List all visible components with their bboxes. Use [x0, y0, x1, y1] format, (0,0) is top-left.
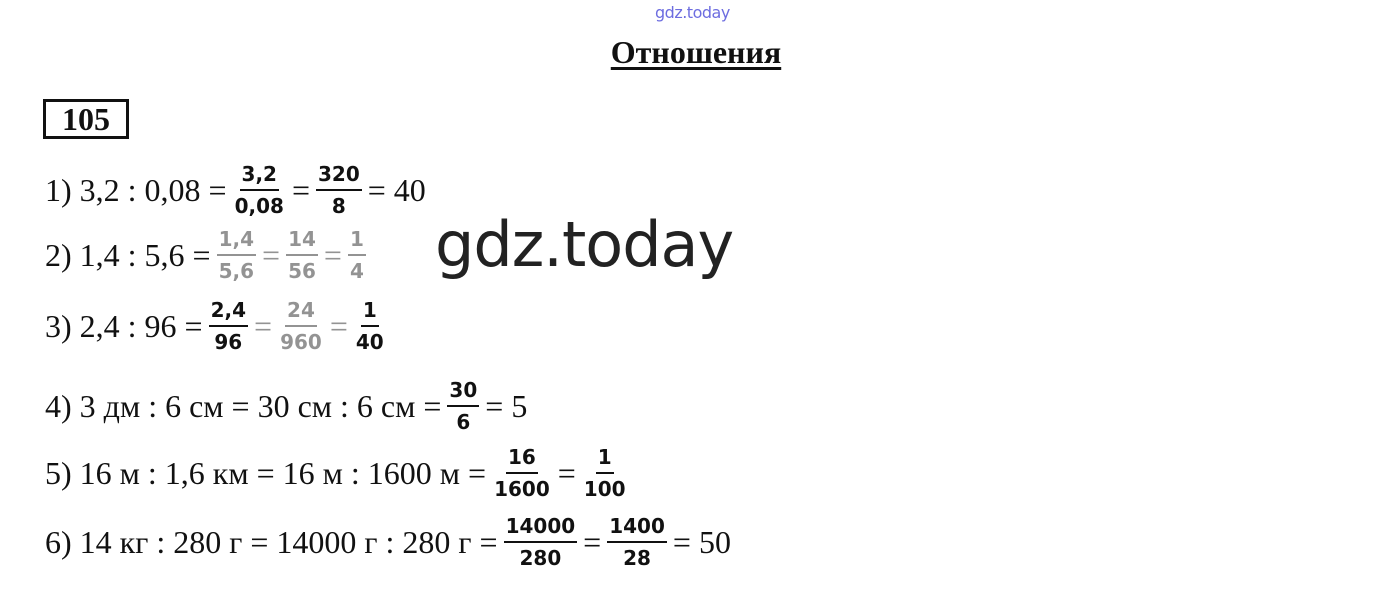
fraction-numerator: 320 — [316, 161, 362, 191]
expression-text: 2) 1,4 : 5,6 = — [45, 236, 211, 273]
fraction-denominator: 280 — [519, 546, 562, 570]
fraction-denominator: 960 — [280, 330, 322, 354]
fraction-numerator: 1400 — [607, 513, 667, 543]
fraction-denominator: 96 — [214, 330, 243, 354]
expression-text: = — [323, 236, 342, 273]
fraction — [447, 377, 479, 435]
fraction — [278, 297, 324, 355]
fraction — [209, 297, 248, 355]
fraction-denominator: 5,6 — [218, 259, 255, 283]
fraction-denominator: 100 — [583, 477, 626, 501]
solution-line-6 — [45, 509, 731, 575]
fraction-denominator: 40 — [355, 330, 384, 354]
expression-text: = — [583, 523, 602, 560]
page-title: Отношения — [610, 34, 782, 70]
expression-text: 5) 16 м : 1,6 км = 16 м : 1600 м = — [45, 454, 487, 491]
fraction-numerator: 1 — [348, 226, 366, 256]
fraction — [582, 444, 628, 502]
expression-text: = — [291, 171, 310, 208]
fraction — [607, 513, 667, 571]
fraction — [348, 226, 366, 284]
expression-text: = — [262, 236, 281, 273]
expression-text: = — [329, 307, 348, 344]
fraction-numerator: 1 — [596, 444, 614, 474]
solution-line-4 — [45, 373, 527, 439]
fraction-denominator: 0,08 — [234, 194, 284, 218]
fraction-denominator: 4 — [349, 259, 364, 283]
expression-text: = — [557, 454, 576, 491]
exercise-number: 105 — [43, 99, 129, 139]
fraction-denominator: 1600 — [494, 477, 550, 501]
solution-line-1 — [45, 157, 426, 223]
expression-text: = 40 — [367, 171, 426, 208]
solution-line-5 — [45, 440, 634, 506]
fraction-numerator: 3,2 — [240, 161, 279, 191]
fraction — [233, 161, 286, 219]
expression-text: 4) 3 дм : 6 см = 30 см : 6 см = — [45, 387, 442, 424]
expression-text: = — [254, 307, 273, 344]
expression-text: 6) 14 кг : 280 г = 14000 г : 280 г = — [45, 523, 498, 560]
watermark-top: gdz.today — [655, 3, 730, 22]
fraction-denominator: 6 — [456, 410, 471, 434]
fraction-numerator: 14 — [286, 226, 318, 256]
fraction-numerator: 1 — [361, 297, 379, 327]
fraction — [354, 297, 386, 355]
fraction — [504, 513, 578, 571]
solution-line-3 — [45, 293, 392, 359]
expression-text: 1) 3,2 : 0,08 = — [45, 171, 227, 208]
fraction-denominator: 56 — [288, 259, 316, 283]
watermark-main: gdz.today — [435, 208, 734, 281]
expression-text: 3) 2,4 : 96 = — [45, 307, 203, 344]
fraction-numerator: 30 — [447, 377, 479, 407]
fraction — [286, 226, 318, 284]
expression-text: = 5 — [485, 387, 528, 424]
fraction-numerator: 16 — [506, 444, 538, 474]
fraction-numerator: 2,4 — [209, 297, 248, 327]
fraction-numerator: 24 — [285, 297, 317, 327]
fraction-numerator: 1,4 — [217, 226, 256, 256]
fraction-denominator: 8 — [331, 194, 346, 218]
fraction — [492, 444, 552, 502]
solution-line-2 — [45, 222, 372, 288]
fraction-numerator: 14000 — [504, 513, 578, 543]
fraction — [316, 161, 362, 219]
expression-text: = 50 — [672, 523, 731, 560]
fraction — [217, 226, 256, 284]
fraction-denominator: 28 — [623, 546, 651, 570]
